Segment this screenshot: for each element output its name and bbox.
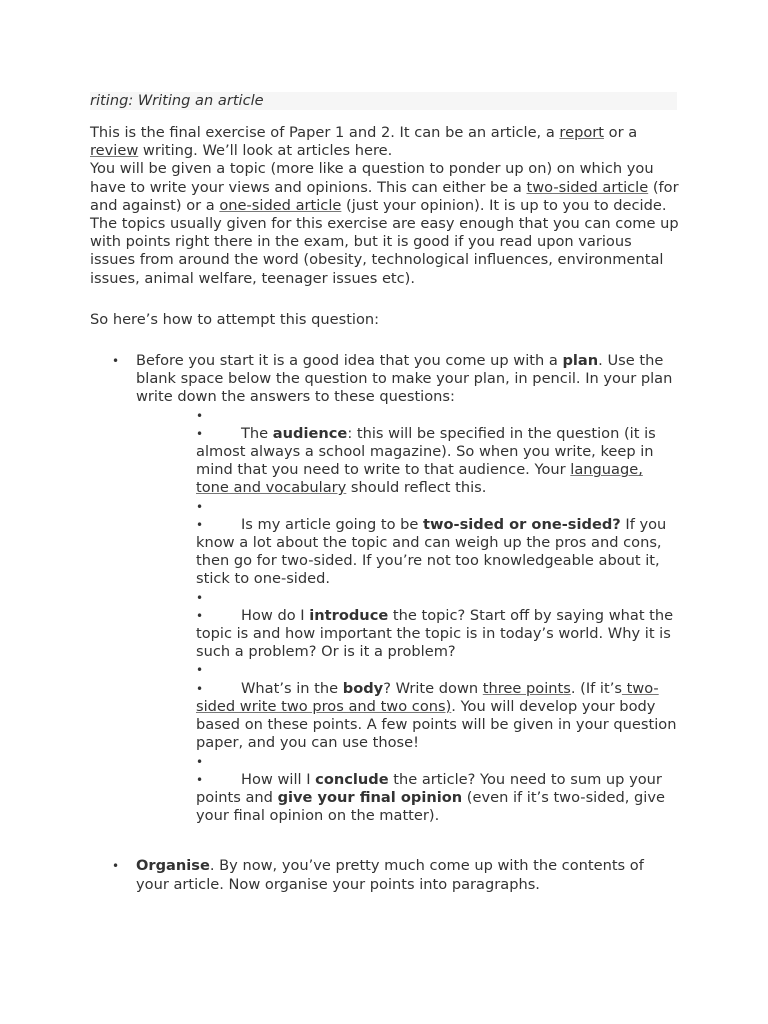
spacer — [90, 329, 680, 352]
text: . (If it’s — [570, 679, 622, 697]
bold-text: give your final opinion — [277, 788, 463, 806]
bold-text: two-sided or one-sided? — [423, 515, 621, 533]
text: (for and against) or a — [90, 178, 679, 214]
text: You will be given a topic (more like a question to ponder up on) on which you have to write your views and opinions. This can either be a — [90, 160, 654, 196]
review-link[interactable]: review — [90, 142, 139, 160]
empty-bullet — [196, 589, 680, 607]
text: the article? You need to sum up your points and — [196, 770, 662, 806]
text: . Use the blank space below the question to make your plan, in pencil. In your plan write down the answers to these questions: — [136, 352, 673, 406]
how-to-heading: So here’s how to attempt this question: — [90, 310, 380, 328]
bold-text: plan — [562, 352, 599, 370]
text: Before you start it is a good idea that you come up with a — [136, 352, 563, 370]
bullet: • — [196, 681, 204, 696]
intro-paragraph-1 — [90, 124, 680, 160]
report-link[interactable]: report — [559, 124, 604, 141]
two-sided-article-link[interactable]: two-sided article — [526, 178, 649, 196]
article-body — [90, 124, 680, 894]
underlined-text: two-sided write two pros and two cons) — [196, 679, 659, 715]
intro-paragraph-2 — [90, 160, 680, 215]
text: . By now, you’ve pretty much come up with the contents of your article. Now organise your points into paragraphs. — [136, 857, 644, 893]
text: the topic? Start off by saying what the topic is and how important the topic is in today’s world. Why it is such a problem? Or is it a problem? — [196, 606, 674, 661]
one-sided-article-link[interactable]: one-sided article — [219, 196, 342, 214]
list-item-audience — [196, 425, 680, 498]
bold-text: Organise — [136, 857, 210, 875]
page-title: riting: Writing an article — [90, 92, 677, 110]
bold-text: introduce — [309, 606, 389, 624]
bold-text: conclude — [315, 770, 389, 788]
text: or a — [604, 124, 638, 141]
empty-bullet — [196, 407, 680, 425]
empty-bullet — [196, 753, 680, 771]
spacer — [90, 825, 680, 857]
plan-questions-list — [196, 407, 680, 826]
list-item-introduce — [196, 607, 680, 662]
underlined-text: three points — [482, 679, 571, 697]
text: : this will be specified in the question (it is almost always a school magazine). So when you write, keep in mind that you need to write to that audience. Your — [196, 424, 656, 479]
text: (even if it’s two-sided, give your final opinion on the matter). — [196, 788, 665, 825]
bullet: • — [196, 426, 204, 441]
text: ? Write down — [383, 679, 483, 697]
text: This is the final exercise of Paper 1 and 2. It can be an article, a — [90, 124, 560, 141]
list-item-sided — [196, 516, 680, 589]
intro-paragraph-3: The topics usually given for this exercise are easy enough that you can come up with points right there in the exam, but it is good if you read upon various issues from around the word (obesity, technological influences, environmental issues, animal welfare, teenager issues etc). — [90, 215, 679, 287]
underlined-text: language, tone and vocabulary — [196, 461, 643, 497]
empty-bullet — [196, 661, 680, 679]
steps-list-continued — [90, 857, 680, 893]
text: Is my article going to be — [241, 515, 424, 533]
bullet: • — [196, 608, 204, 623]
empty-bullet — [196, 498, 680, 516]
text: writing. We’ll look at articles here. — [138, 142, 393, 160]
bold-text: body — [342, 679, 384, 697]
text: How do I — [241, 606, 310, 624]
text: What’s in the — [241, 679, 343, 697]
text: (just your opinion). It is up to you to decide. — [341, 196, 667, 214]
text: . You will develop your body based on these points. A few points will be given in your question paper, and you can use those! — [196, 697, 677, 752]
list-item-conclude — [196, 771, 680, 826]
bullet: • — [196, 517, 204, 532]
text: If you know a lot about the topic and can weigh up the pros and cons, then go for two-sided. If you’re not too knowledgeable about it, stick to one-sided. — [196, 515, 667, 588]
bold-text: audience — [272, 424, 348, 442]
text: should reflect this. — [346, 479, 487, 497]
text: The — [241, 424, 273, 442]
list-item-plan — [90, 352, 680, 825]
bullet: • — [196, 772, 204, 787]
steps-list — [90, 352, 680, 825]
list-item-organise — [90, 857, 680, 893]
text: How will I — [241, 770, 316, 788]
list-item-body — [196, 680, 680, 753]
spacer — [90, 288, 680, 311]
